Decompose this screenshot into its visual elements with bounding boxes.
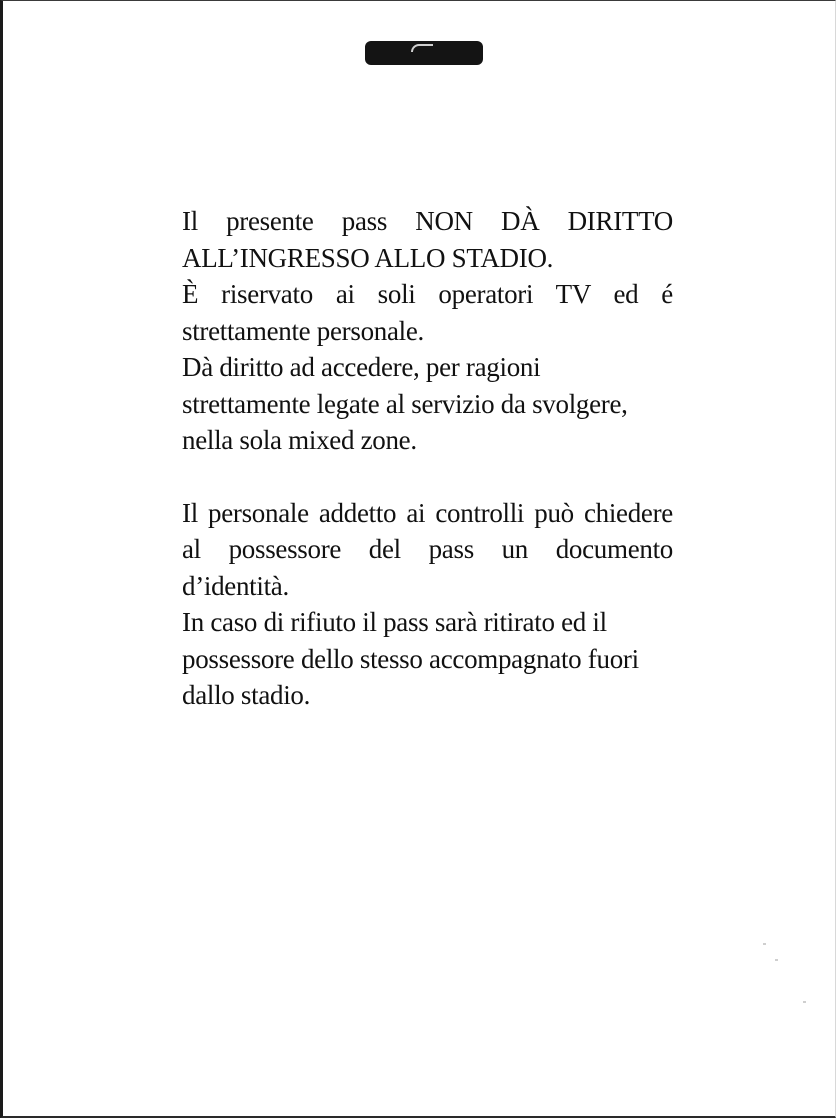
print-speckle	[763, 943, 766, 945]
print-speckle	[775, 959, 778, 961]
tv-operators-only-notice: È riservato ai soli operatori TV ed é strettamente personale.	[182, 279, 673, 346]
pass-conditions-text	[182, 203, 673, 714]
refusal-consequence-notice: In caso di rifiuto il pass sarà ritirato ed il possessore dello stesso accompagnato fuori dallo stadio.	[182, 607, 639, 710]
id-check-notice: Il personale addetto ai controlli può chiedere al possessore del pass un documento d’identità.	[182, 497, 673, 601]
paragraph-gap	[182, 459, 673, 495]
mixed-zone-access-notice: Dà diritto ad accedere, per ragioni strettamente legate al servizio da svolgere, nella sola mixed zone.	[182, 352, 628, 455]
lanyard-slot	[365, 41, 483, 65]
slot-notch	[411, 44, 433, 52]
no-stadium-access-notice: Il presente pass NON DÀ DIRITTO ALL’INGRESSO ALLO STADIO.	[182, 206, 673, 273]
print-speckle	[803, 1001, 806, 1003]
